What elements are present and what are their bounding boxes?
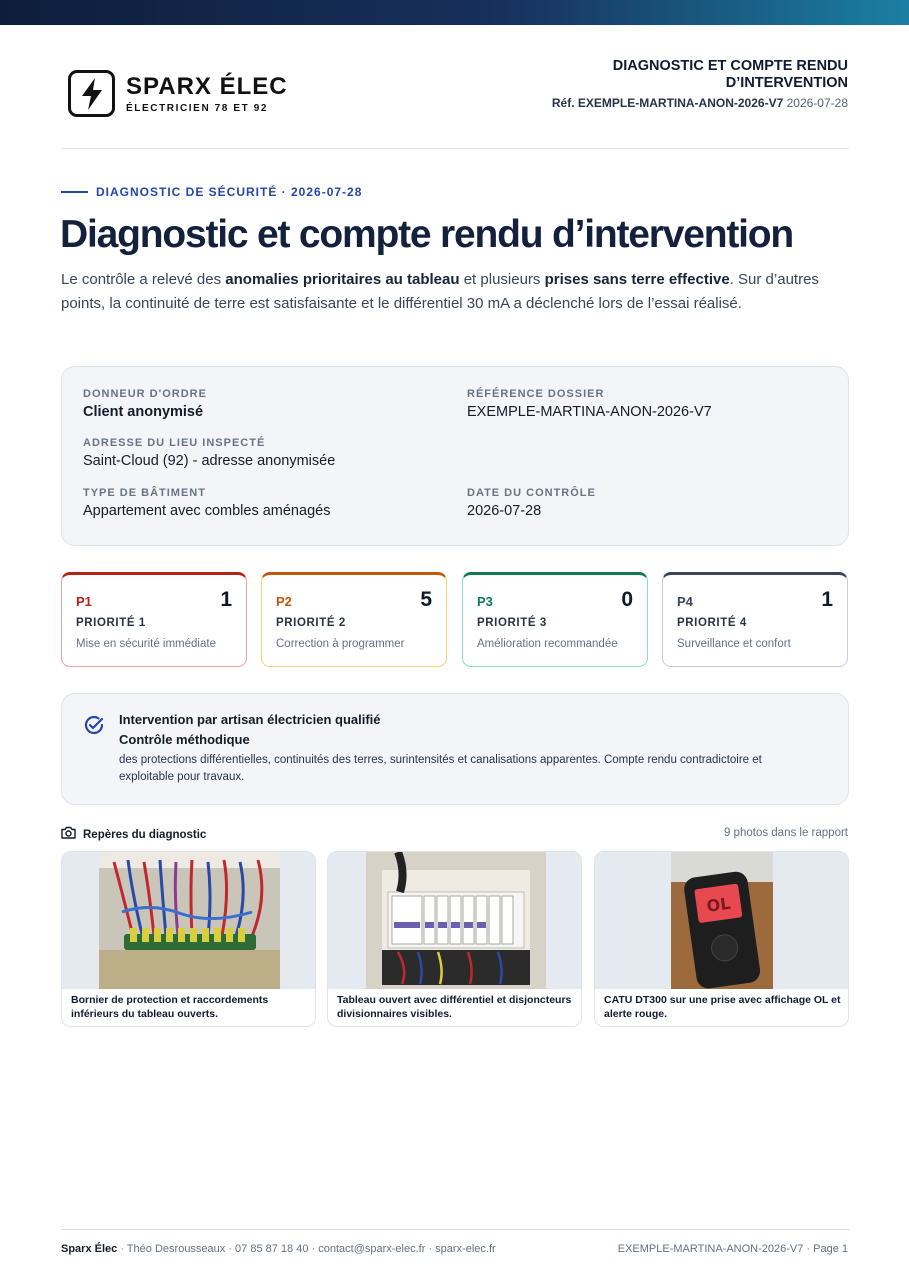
eyebrow-text: DIAGNOSTIC DE SÉCURITÉ · 2026-07-28: [96, 185, 363, 199]
top-gradient-bar: [0, 0, 909, 25]
catu-display-text: OL: [705, 893, 732, 916]
priority-label: PRIORITÉ 3: [477, 617, 547, 629]
intro-bold-2: prises sans terre effective: [544, 271, 730, 288]
lightning-bolt-icon: [68, 70, 115, 117]
photo-caption: Tableau ouvert avec différentiel et disjoncteurs divisionnaires visibles.: [337, 994, 572, 1020]
priority-code: P3: [477, 594, 493, 609]
priority-card-p3: [462, 572, 648, 667]
header-divider: [61, 148, 849, 149]
footer-contact: [61, 1243, 496, 1255]
intro-text-2: et plusieurs: [459, 271, 545, 288]
field-label: DATE DU CONTRÔLE: [467, 487, 596, 499]
priority-count: 1: [220, 588, 232, 611]
intervention-title: Intervention par artisan électricien qualifié: [119, 712, 381, 727]
field-adresse: [83, 437, 335, 469]
priority-description: Correction à programmer: [276, 638, 405, 650]
reference-label: Réf. EXEMPLE-MARTINA-ANON-2026-V7: [551, 96, 784, 110]
field-reference: [467, 388, 712, 420]
priority-count: 5: [420, 588, 432, 611]
document-header: [548, 58, 848, 112]
field-label: RÉFÉRENCE DOSSIER: [467, 388, 605, 400]
priority-card-p1: [61, 572, 247, 667]
priority-code: P2: [276, 594, 292, 609]
page-title: Diagnostic et compte rendu d’intervention: [60, 213, 794, 256]
priority-description: Amélioration recommandée: [477, 638, 618, 650]
intro-bold-1: anomalies prioritaires au tableau: [225, 271, 460, 288]
footer-contact-text: · Théo Desrousseaux · 07 85 87 18 40 · contact@sparx-elec.fr · sparx-elec.fr: [117, 1243, 496, 1255]
footer-divider: [61, 1229, 849, 1230]
priority-code: P4: [677, 594, 693, 609]
check-circle-icon: [83, 714, 105, 741]
photo-image[interactable]: [595, 852, 848, 989]
field-batiment: [83, 487, 330, 519]
priority-description: Surveillance et confort: [677, 638, 791, 650]
photo-image[interactable]: [328, 852, 581, 989]
intervention-box: [61, 693, 849, 805]
photos-header: [61, 826, 206, 844]
priority-count: 0: [621, 588, 633, 611]
eyebrow: [61, 185, 362, 199]
priority-label: PRIORITÉ 1: [76, 617, 146, 629]
field-value: Appartement avec combles aménagés: [83, 503, 331, 519]
priority-code: P1: [76, 594, 92, 609]
photo-card[interactable]: [327, 851, 582, 1027]
camera-icon: [61, 826, 76, 844]
priority-card-p4: [662, 572, 848, 667]
intervention-text: des protections différentielles, continuités des terres, surintensités et canalisations apparentes. Compte rendu contradictoire et exploitable pour travaux.: [119, 754, 762, 783]
brand-tagline: ÉLECTRICIEN 78 ET 92: [126, 102, 269, 114]
priority-count: 1: [821, 588, 833, 611]
priority-description: Mise en sécurité immédiate: [76, 638, 216, 650]
intervention-subtitle: Contrôle méthodique: [119, 732, 250, 747]
field-date: [467, 487, 596, 519]
reference-date: 2026-07-28: [786, 96, 848, 110]
photo-caption: Bornier de protection et raccordements inférieurs du tableau ouverts.: [71, 994, 269, 1020]
photo-card[interactable]: [594, 851, 849, 1027]
field-value: Client anonymisé: [83, 404, 204, 420]
brand-logo: [68, 70, 288, 117]
field-value: EXEMPLE-MARTINA-ANON-2026-V7: [467, 404, 712, 420]
photo-image[interactable]: [62, 852, 315, 989]
eyebrow-line: [61, 191, 88, 193]
intro-text-1: Le contrôle a relevé des: [61, 271, 226, 288]
intro-text-3: . Sur d’autres points, la continuité de terre est satisfaisante et le différentiel 30 mA a déclenché lors de l’essai réalisé.: [61, 271, 819, 312]
priority-label: PRIORITÉ 2: [276, 617, 346, 629]
field-label: DONNEUR D'ORDRE: [83, 388, 207, 400]
document-reference: [548, 94, 848, 112]
photos-title: Repères du diagnostic: [83, 829, 207, 841]
field-label: ADRESSE DU LIEU INSPECTÉ: [83, 437, 266, 449]
photo-card[interactable]: [61, 851, 316, 1027]
document-header-title: DIAGNOSTIC ET COMPTE RENDU D’INTERVENTION: [612, 58, 848, 91]
field-value: 2026-07-28: [467, 503, 542, 519]
brand-name: SPARX ÉLEC: [126, 72, 288, 100]
photos-count: 9 photos dans le rapport: [723, 827, 848, 839]
field-label: TYPE DE BÂTIMENT: [83, 487, 206, 499]
footer-brand: Sparx Élec: [61, 1243, 118, 1255]
info-card: [61, 366, 849, 546]
priority-card-p2: [261, 572, 447, 667]
photo-caption: CATU DT300 sur une prise avec affichage OL et alerte rouge.: [604, 994, 841, 1020]
footer-page: EXEMPLE-MARTINA-ANON-2026-V7 · Page 1: [617, 1243, 848, 1255]
intro-paragraph: [61, 268, 821, 315]
field-value: Saint-Cloud (92) - adresse anonymisée: [83, 453, 336, 469]
priority-label: PRIORITÉ 4: [677, 617, 747, 629]
field-donneur: [83, 388, 207, 420]
